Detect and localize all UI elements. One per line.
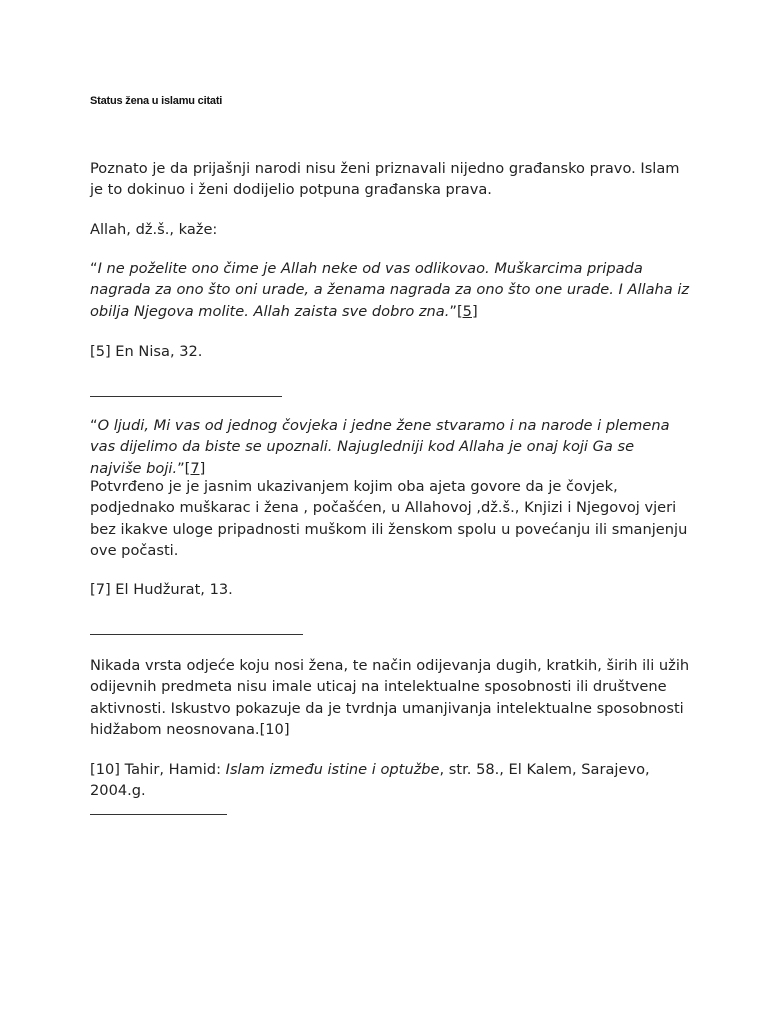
quote-open-mark: “ — [90, 260, 98, 277]
quote-close-mark: ” — [177, 459, 185, 477]
footnote-prefix: [10] Tahir, Hamid: — [90, 761, 226, 778]
footnote-10 — [90, 759, 690, 802]
footnote-link-7[interactable]: [7] — [184, 459, 206, 477]
footnote-7: [7] El Hudžurat, 13. — [90, 581, 233, 598]
confirmation-paragraph: Potvrđeno je je jasnim ukazivanjem kojim oba ajeta govore da je čovjek, podjednako muškarac i žena , počašćen, u Allahovoj ,dž.š., Knjizi i Njegovoj vjeri bez ikakve uloge pripadnosti muškom ili ženskom spolu u povećanju ili smanjenju ove počasti. — [90, 478, 688, 560]
quote-open-mark: “ — [90, 417, 98, 434]
clothing-paragraph: Nikada vrsta odjeće koju nosi žena, te način odijevanja dugih, kratkih, širih ili užih odijevnih predmeta nisu imale uticaj na intelektualne sposobnosti ili društvene aktivnosti. Iskustvo pokazuje da je tvrdnja umanjivanja intelektualne sposobnosti hidžabom neosnovana.[10] — [90, 657, 690, 739]
footnote-suffix: , str. 58., El Kalem, Sarajevo, 2004.g. — [90, 761, 650, 800]
quote-text: O ljudi, Mi vas od jednog čovjeka i jedne žene stvaramo i na narode i plemena vas dijelimo da biste se upoznali. Najugledniji kod Allaha je onaj koji Ga se najviše boji. — [90, 417, 670, 477]
book-title: Islam između istine i optužbe — [225, 761, 440, 778]
footnote-5: [5] En Nisa, 32. — [90, 343, 203, 360]
quote-an-nisa — [90, 258, 690, 322]
quote-text: I ne poželite ono čime je Allah neke od vas odlikovao. Muškarcima pripada nagrada za ono što oni urade, a ženama nagrada za ono što one urade. I Allaha iz obilja Njegova molite. Allah zaista sve dobro zna. — [90, 260, 690, 320]
allah-says-paragraph: Allah, dž.š., kaže: — [90, 221, 218, 238]
footnote-link-5[interactable]: [5] — [456, 302, 478, 320]
footnote-separator — [90, 634, 303, 635]
quote-al-hujurat — [90, 415, 690, 479]
footnote-separator — [90, 396, 282, 397]
document-title: Status žena u islamu citati — [90, 95, 223, 107]
quote-close-mark: ” — [449, 302, 457, 320]
intro-paragraph: Poznato je da prijašnji narodi nisu ženi priznavali nijedno građansko pravo. Islam je to dokinuo i ženi dodijelio potpuna građanska prava. — [90, 160, 680, 199]
footnote-separator — [90, 814, 227, 815]
